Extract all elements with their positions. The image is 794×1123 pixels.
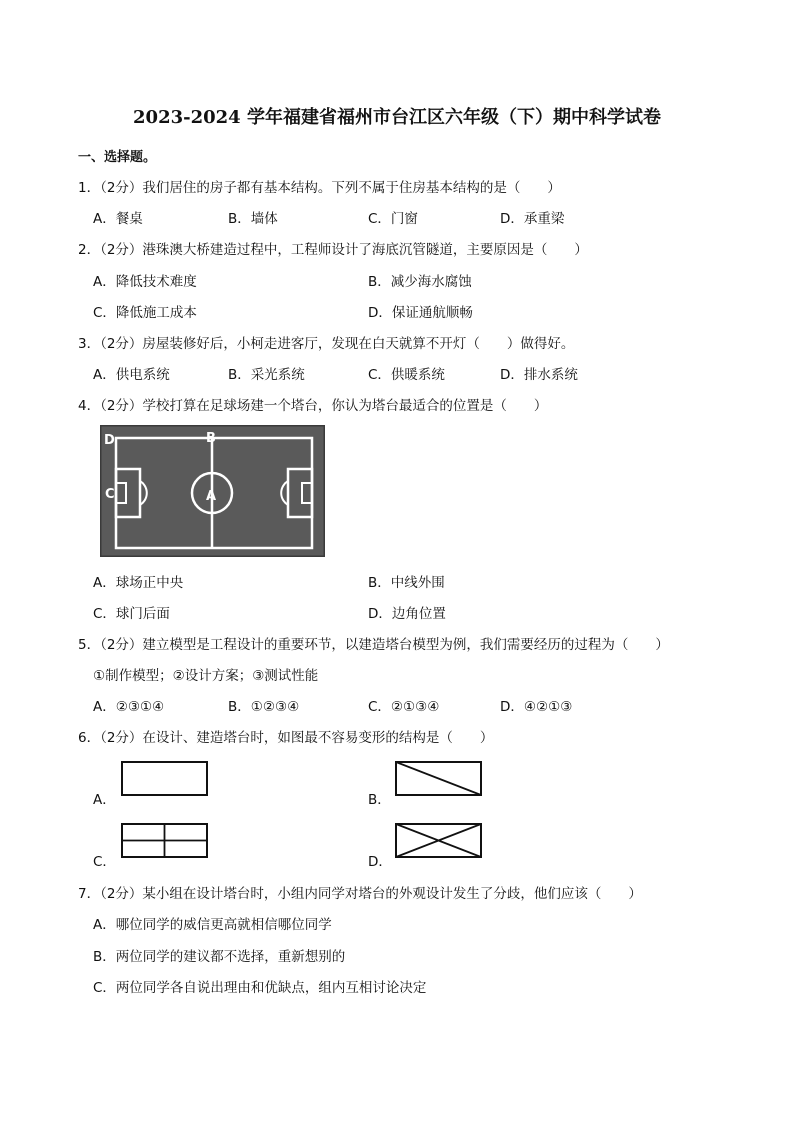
q1-option-b[interactable]: B．墙体 bbox=[228, 211, 278, 227]
soccer-field-figure bbox=[100, 425, 325, 557]
q3-option-a[interactable]: A．供电系统 bbox=[93, 367, 170, 383]
q6-option-a[interactable]: A． bbox=[93, 792, 116, 808]
q6-figure-c-cross bbox=[121, 823, 209, 859]
question-4-stem: 4．（2分）学校打算在足球场建一个塔台，你认为塔台最适合的位置是（ ） bbox=[78, 398, 548, 414]
q6-figure-b-diagonal bbox=[395, 761, 483, 797]
q6-figure-d-x-brace bbox=[395, 823, 483, 859]
field-label-c: C bbox=[105, 487, 115, 502]
q2-option-b[interactable]: B．减少海水腐蚀 bbox=[368, 274, 472, 290]
q6-figure-a-rectangle bbox=[121, 761, 209, 797]
q5-substem: ①制作模型；②设计方案；③测试性能 bbox=[93, 668, 319, 684]
q1-option-a[interactable]: A．餐桌 bbox=[93, 211, 143, 227]
q5-option-c[interactable]: C．②①③④ bbox=[368, 699, 440, 715]
question-3-stem: 3．（2分）房屋装修好后，小柯走进客厅，发现在白天就算不开灯（ ）做得好。 bbox=[78, 336, 575, 352]
q7-option-b[interactable]: B．两位同学的建议都不选择，重新想别的 bbox=[93, 949, 346, 965]
q3-option-d[interactable]: D．排水系统 bbox=[500, 367, 578, 383]
q5-option-a[interactable]: A．②③①④ bbox=[93, 699, 165, 715]
section-heading: 一、选择题。 bbox=[78, 150, 157, 165]
q7-option-c[interactable]: C．两位同学各自说出理由和优缺点，组内互相讨论决定 bbox=[93, 980, 427, 996]
q6-option-b[interactable]: B． bbox=[368, 792, 391, 808]
q4-option-c[interactable]: C．球门后面 bbox=[93, 606, 170, 622]
q6-option-c[interactable]: C． bbox=[93, 854, 116, 870]
q5-option-b[interactable]: B．①②③④ bbox=[228, 699, 300, 715]
q2-option-c[interactable]: C．降低施工成本 bbox=[93, 305, 197, 321]
q1-option-c[interactable]: C．门窗 bbox=[368, 211, 418, 227]
q2-option-d[interactable]: D．保证通航顺畅 bbox=[368, 305, 473, 321]
q6-option-d[interactable]: D． bbox=[368, 854, 392, 870]
q4-option-b[interactable]: B．中线外围 bbox=[368, 575, 445, 591]
question-1-stem: 1．（2分）我们居住的房子都有基本结构。下列不属于住房基本结构的是（ ） bbox=[78, 180, 561, 196]
q3-option-b[interactable]: B．采光系统 bbox=[228, 367, 305, 383]
q7-option-a[interactable]: A．哪位同学的威信更高就相信哪位同学 bbox=[93, 917, 332, 933]
field-label-b: B bbox=[206, 431, 216, 446]
question-2-stem: 2．（2分）港珠澳大桥建造过程中，工程师设计了海底沉管隧道，主要原因是（ ） bbox=[78, 242, 588, 258]
question-5-stem: 5．（2分）建立模型是工程设计的重要环节，以建造塔台模型为例，我们需要经历的过程为（ ） bbox=[78, 637, 669, 653]
q3-option-c[interactable]: C．供暖系统 bbox=[368, 367, 445, 383]
q2-option-a[interactable]: A．降低技术难度 bbox=[93, 274, 197, 290]
q4-option-d[interactable]: D．边角位置 bbox=[368, 606, 446, 622]
field-label-a: A bbox=[206, 489, 217, 504]
q1-option-d[interactable]: D．承重梁 bbox=[500, 211, 565, 227]
page-title: 2023-2024 学年福建省福州市台江区六年级（下）期中科学试卷 bbox=[133, 107, 661, 128]
q4-option-a[interactable]: A．球场正中央 bbox=[93, 575, 184, 591]
field-label-d: D bbox=[104, 433, 115, 448]
question-6-stem: 6．（2分）在设计、建造塔台时，如图最不容易变形的结构是（ ） bbox=[78, 730, 494, 746]
q5-option-d[interactable]: D．④②①③ bbox=[500, 699, 573, 715]
question-7-stem: 7．（2分）某小组在设计塔台时，小组内同学对塔台的外观设计发生了分歧，他们应该（ ） bbox=[78, 886, 642, 902]
